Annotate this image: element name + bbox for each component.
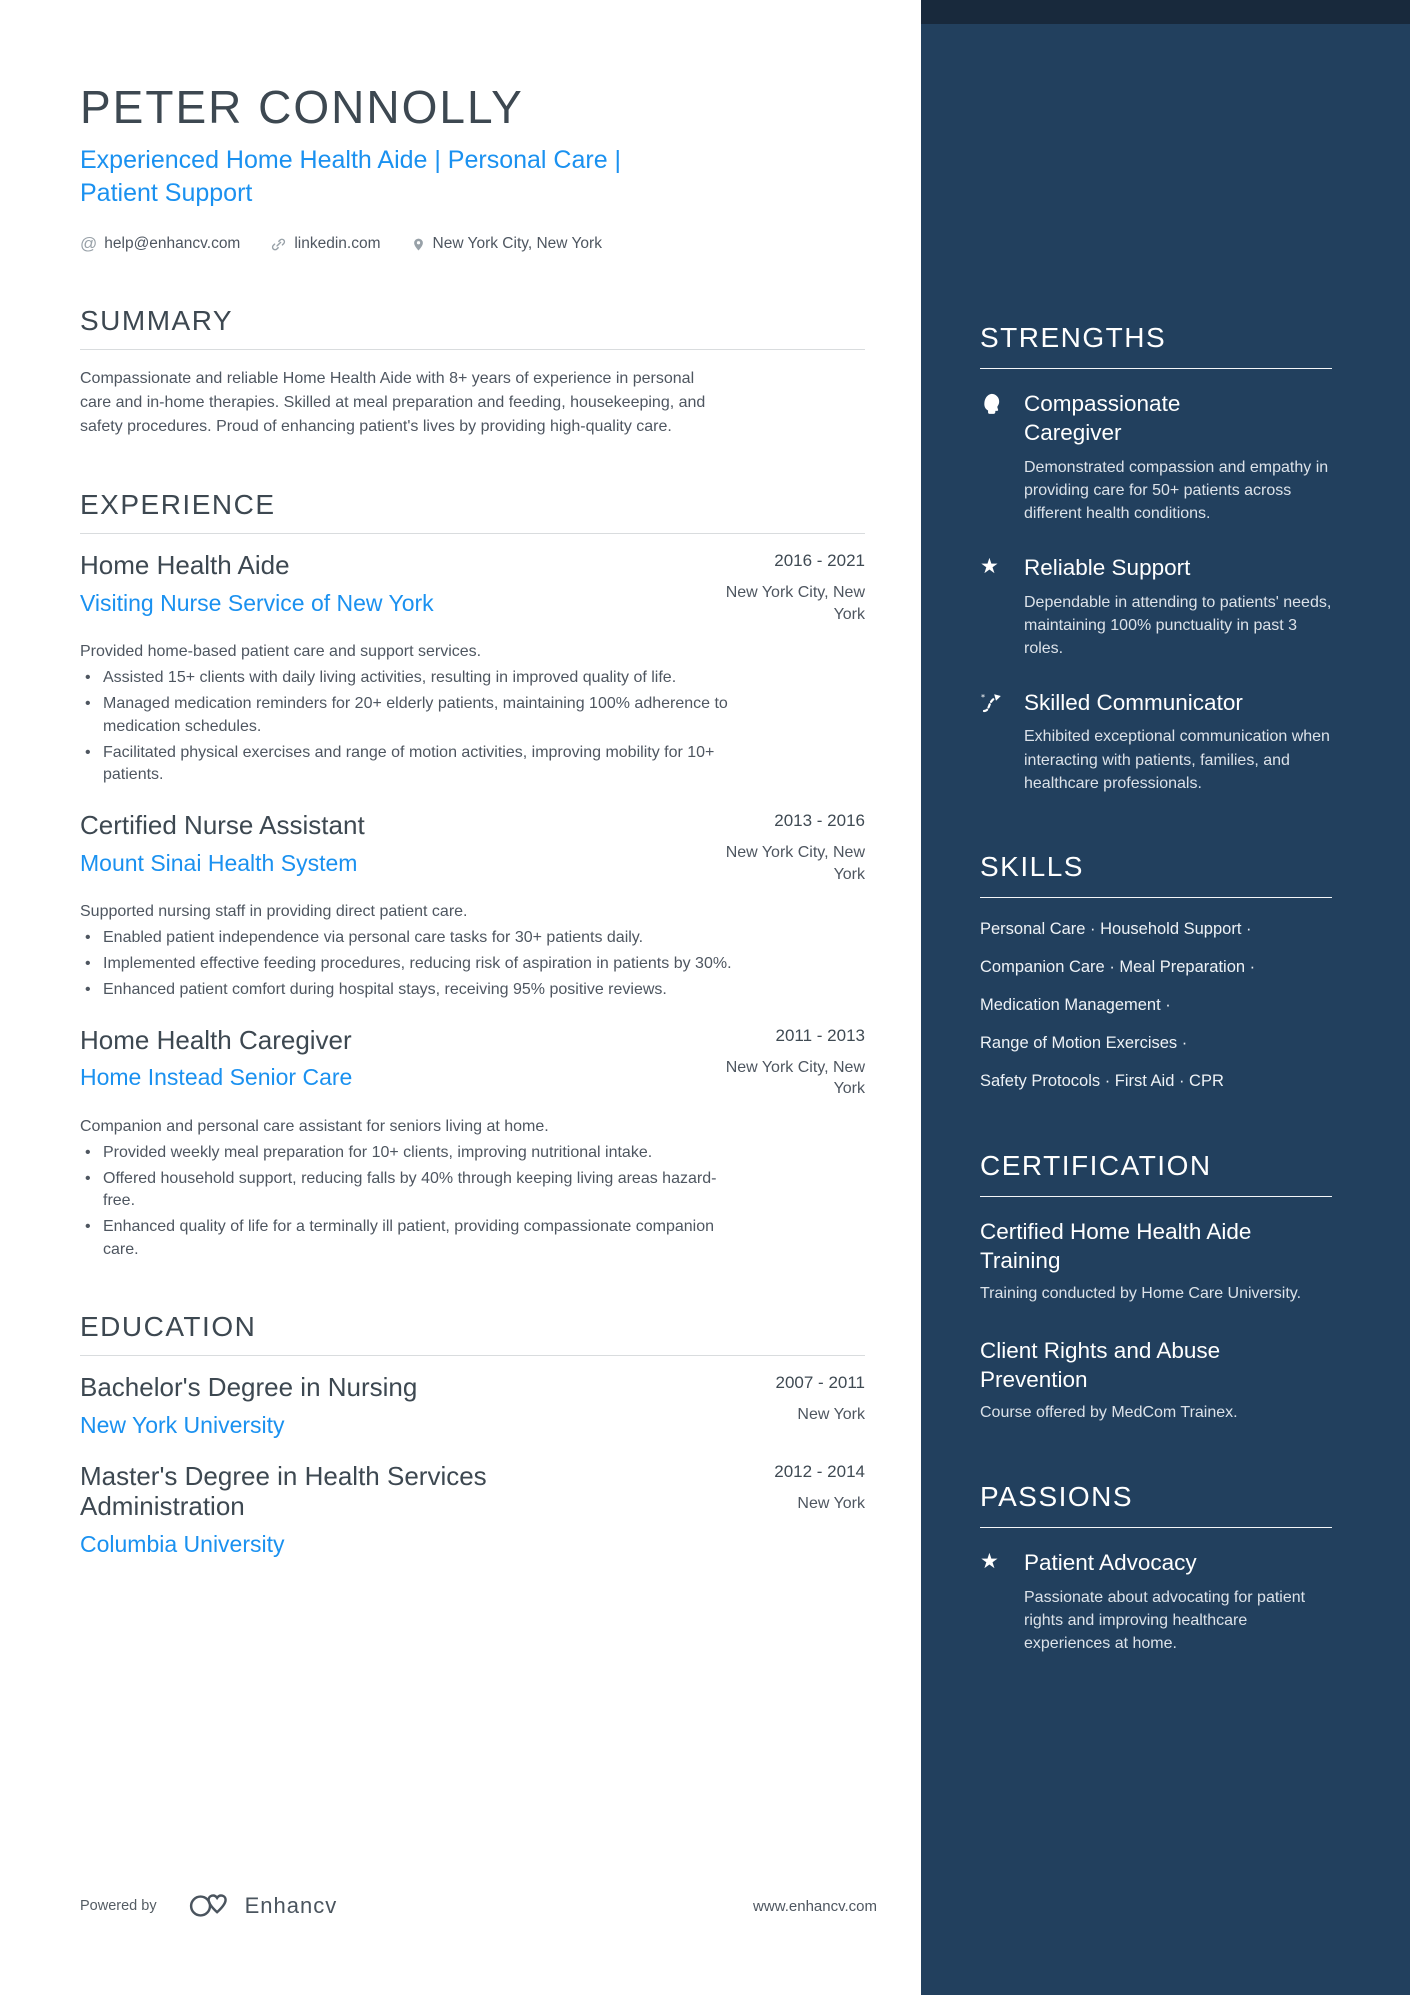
strength-title: Compassionate Caregiver (1024, 391, 1181, 446)
contact-location-text: New York City, New York (432, 235, 602, 252)
job-dates: 2016 - 2021 (774, 551, 865, 570)
link-icon (270, 236, 287, 253)
experience-entry (80, 551, 865, 787)
job-bullet: • Enabled patient independence via personal care tasks for 30+ patients daily. (80, 927, 740, 950)
entry-right (693, 1373, 865, 1439)
skill-line: Medication Management · (980, 996, 1171, 1015)
strength-body (1024, 389, 1332, 525)
entry-head (80, 1373, 865, 1439)
job-dates: 2013 - 2016 (774, 810, 865, 830)
education-entry (80, 1373, 865, 1439)
strength-description: Dependable in attending to patients' needs, maintaining 100% punctuality in past 3 roles. (1024, 593, 1332, 657)
job-bullets (80, 1142, 740, 1262)
contact-location (411, 235, 602, 253)
job-bullet: • Facilitated physical exercises and range of motion activities, improving mobility for 10+ patients. (80, 742, 740, 787)
contact-linkedin[interactable] (270, 235, 380, 253)
degree-location: New York (797, 1406, 865, 1424)
education-entry (80, 1462, 865, 1558)
experience-entry (80, 811, 865, 1002)
email-icon: @ (80, 234, 98, 253)
job-dates: 2011 - 2013 (775, 1025, 865, 1045)
degree-location: New York (797, 1494, 865, 1512)
job-bullet: • Implemented effective feeding procedures, reducing risk of aspiration in patients by 30%. (80, 953, 740, 976)
experience-section (80, 489, 865, 1261)
strength-body (1024, 688, 1332, 795)
job-description: Provided home-based patient care and support services. (80, 643, 482, 661)
school-name: New York University (80, 1412, 285, 1439)
certification-heading: CERTIFICATION (980, 1150, 1332, 1197)
degree-dates: 2007 - 2011 (775, 1373, 865, 1393)
contact-email[interactable] (80, 234, 240, 254)
entry-left (80, 1026, 352, 1100)
contact-row (80, 233, 865, 255)
entry-right (693, 551, 865, 625)
company-name: Mount Sinai Health System (80, 849, 358, 876)
strength-title: Skilled Communicator (1024, 690, 1243, 716)
powered-by-label: Powered by (80, 1898, 157, 1914)
degree-title: Master's Degree in Health Services Administration (80, 1460, 487, 1521)
enhancv-wordmark: Enhancv (244, 1893, 338, 1918)
skill-line: Range of Motion Exercises · (980, 1034, 1188, 1053)
skills-heading: SKILLS (980, 851, 1332, 898)
entry-head (80, 811, 865, 885)
candidate-name: PETER CONNOLLY (80, 81, 524, 133)
skill-line: Safety Protocols · First Aid · CPR (980, 1072, 1224, 1091)
school-name: Columbia University (80, 1530, 285, 1557)
enhancv-logo-icon (185, 1889, 235, 1923)
certification-description: Training conducted by Home Care University. (980, 1285, 1302, 1303)
entry-left (80, 551, 434, 625)
passion-item (980, 1548, 1332, 1655)
strengths-section (980, 322, 1332, 795)
job-location: New York City, New York (725, 1058, 865, 1098)
job-bullet: • Provided weekly meal preparation for 10+ clients, improving nutritional intake. (80, 1142, 740, 1165)
degree-dates: 2012 - 2014 (774, 1461, 865, 1481)
job-title: Certified Nurse Assistant (80, 809, 365, 840)
summary-text: Compassionate and reliable Home Health Aide with 8+ years of experience in personal care and in-home therapies. Skilled at meal preparation and feeding, housekeeping, and safety procedures. Proud of enhancing patient's lives by providing high-quality care. (80, 370, 706, 435)
certification-item (980, 1336, 1332, 1425)
entry-head (80, 551, 865, 625)
job-location: New York City, New York (725, 843, 865, 883)
passion-body (1024, 1548, 1332, 1655)
summary-heading: SUMMARY (80, 305, 865, 350)
sidebar (921, 0, 1410, 1995)
strengths-heading: STRENGTHS (980, 322, 1332, 369)
passions-heading: PASSIONS (980, 1481, 1332, 1528)
website-link[interactable]: www.enhancv.com (753, 1897, 877, 1915)
entry-left (80, 1373, 417, 1439)
summary-section (80, 305, 865, 439)
entry-right (693, 1026, 865, 1100)
experience-heading: EXPERIENCE (80, 489, 865, 534)
job-bullet: • Enhanced patient comfort during hospital stays, receiving 95% positive reviews. (80, 979, 740, 1002)
footer (80, 1889, 877, 1923)
entry-head (80, 1026, 865, 1100)
education-section (80, 1311, 865, 1558)
contact-email-text[interactable]: help@enhancv.com (104, 235, 241, 252)
star-icon: ★ (980, 555, 999, 579)
skills-section (980, 851, 1332, 1094)
certification-section (980, 1150, 1332, 1426)
job-description: Companion and personal care assistant for seniors living at home. (80, 1117, 549, 1135)
entry-right (693, 1462, 865, 1558)
strength-item (980, 553, 1332, 660)
skill-line: Companion Care · Meal Preparation · (980, 958, 1256, 977)
entry-left (80, 811, 365, 885)
strength-item (980, 389, 1332, 525)
svg-text:*: * (981, 693, 985, 703)
company-name: Visiting Nurse Service of New York (80, 589, 434, 616)
strength-item (980, 688, 1332, 795)
sidebar-top-strip (921, 0, 1410, 24)
job-bullet: • Assisted 15+ clients with daily living activities, resulting in improved quality of life. (80, 667, 740, 690)
star-icon: ★ (980, 1550, 999, 1574)
company-name: Home Instead Senior Care (80, 1064, 353, 1091)
experience-entry (80, 1026, 865, 1262)
education-heading: EDUCATION (80, 1311, 865, 1356)
job-bullets (80, 667, 740, 787)
passion-title: Patient Advocacy (1024, 1550, 1197, 1576)
certification-title: Certified Home Health Aide Training (980, 1218, 1252, 1273)
strength-description: Demonstrated compassion and empathy in providing care for 50+ patients across different health conditions. (1024, 458, 1329, 523)
skill-line: Personal Care · Household Support · (980, 920, 1252, 939)
contact-linkedin-text[interactable]: linkedin.com (294, 235, 381, 252)
job-location: New York City, New York (725, 584, 865, 623)
entry-right (693, 811, 865, 885)
degree-title: Bachelor's Degree in Nursing (80, 1372, 418, 1403)
job-bullets (80, 927, 740, 1001)
entry-head (80, 1462, 865, 1558)
certification-title: Client Rights and Abuse Prevention (980, 1337, 1221, 1393)
strength-body (1024, 553, 1332, 660)
enhancv-logo (185, 1889, 338, 1923)
job-title: Home Health Aide (80, 550, 290, 580)
job-description: Supported nursing staff in providing direct patient care. (80, 903, 468, 921)
strength-description: Exhibited exceptional communication when interacting with patients, families, and healthcare professionals. (1024, 728, 1330, 792)
passion-description: Passionate about advocating for patient rights and improving healthcare experiences at home. (1024, 1588, 1306, 1652)
entry-left (80, 1462, 580, 1558)
candidate-headline: Experienced Home Health Aide | Personal Care | Patient Support (80, 146, 622, 207)
certification-description: Course offered by MedCom Trainex. (980, 1404, 1238, 1422)
job-title: Home Health Caregiver (80, 1024, 352, 1055)
route-arrow-icon (980, 688, 1024, 795)
job-bullet: • Managed medication reminders for 20+ elderly patients, maintaining 100% adherence to medication schedules. (80, 693, 740, 738)
certification-item (980, 1217, 1332, 1306)
caregiver-head-icon (980, 389, 1024, 525)
job-bullet: • Enhanced quality of life for a terminally ill patient, providing compassionate companion care. (80, 1216, 740, 1261)
job-bullet: • Offered household support, reducing falls by 40% through keeping living areas hazard-free. (80, 1168, 740, 1213)
location-pin-icon (411, 236, 426, 253)
passions-section (980, 1481, 1332, 1655)
strength-title: Reliable Support (1024, 555, 1191, 581)
